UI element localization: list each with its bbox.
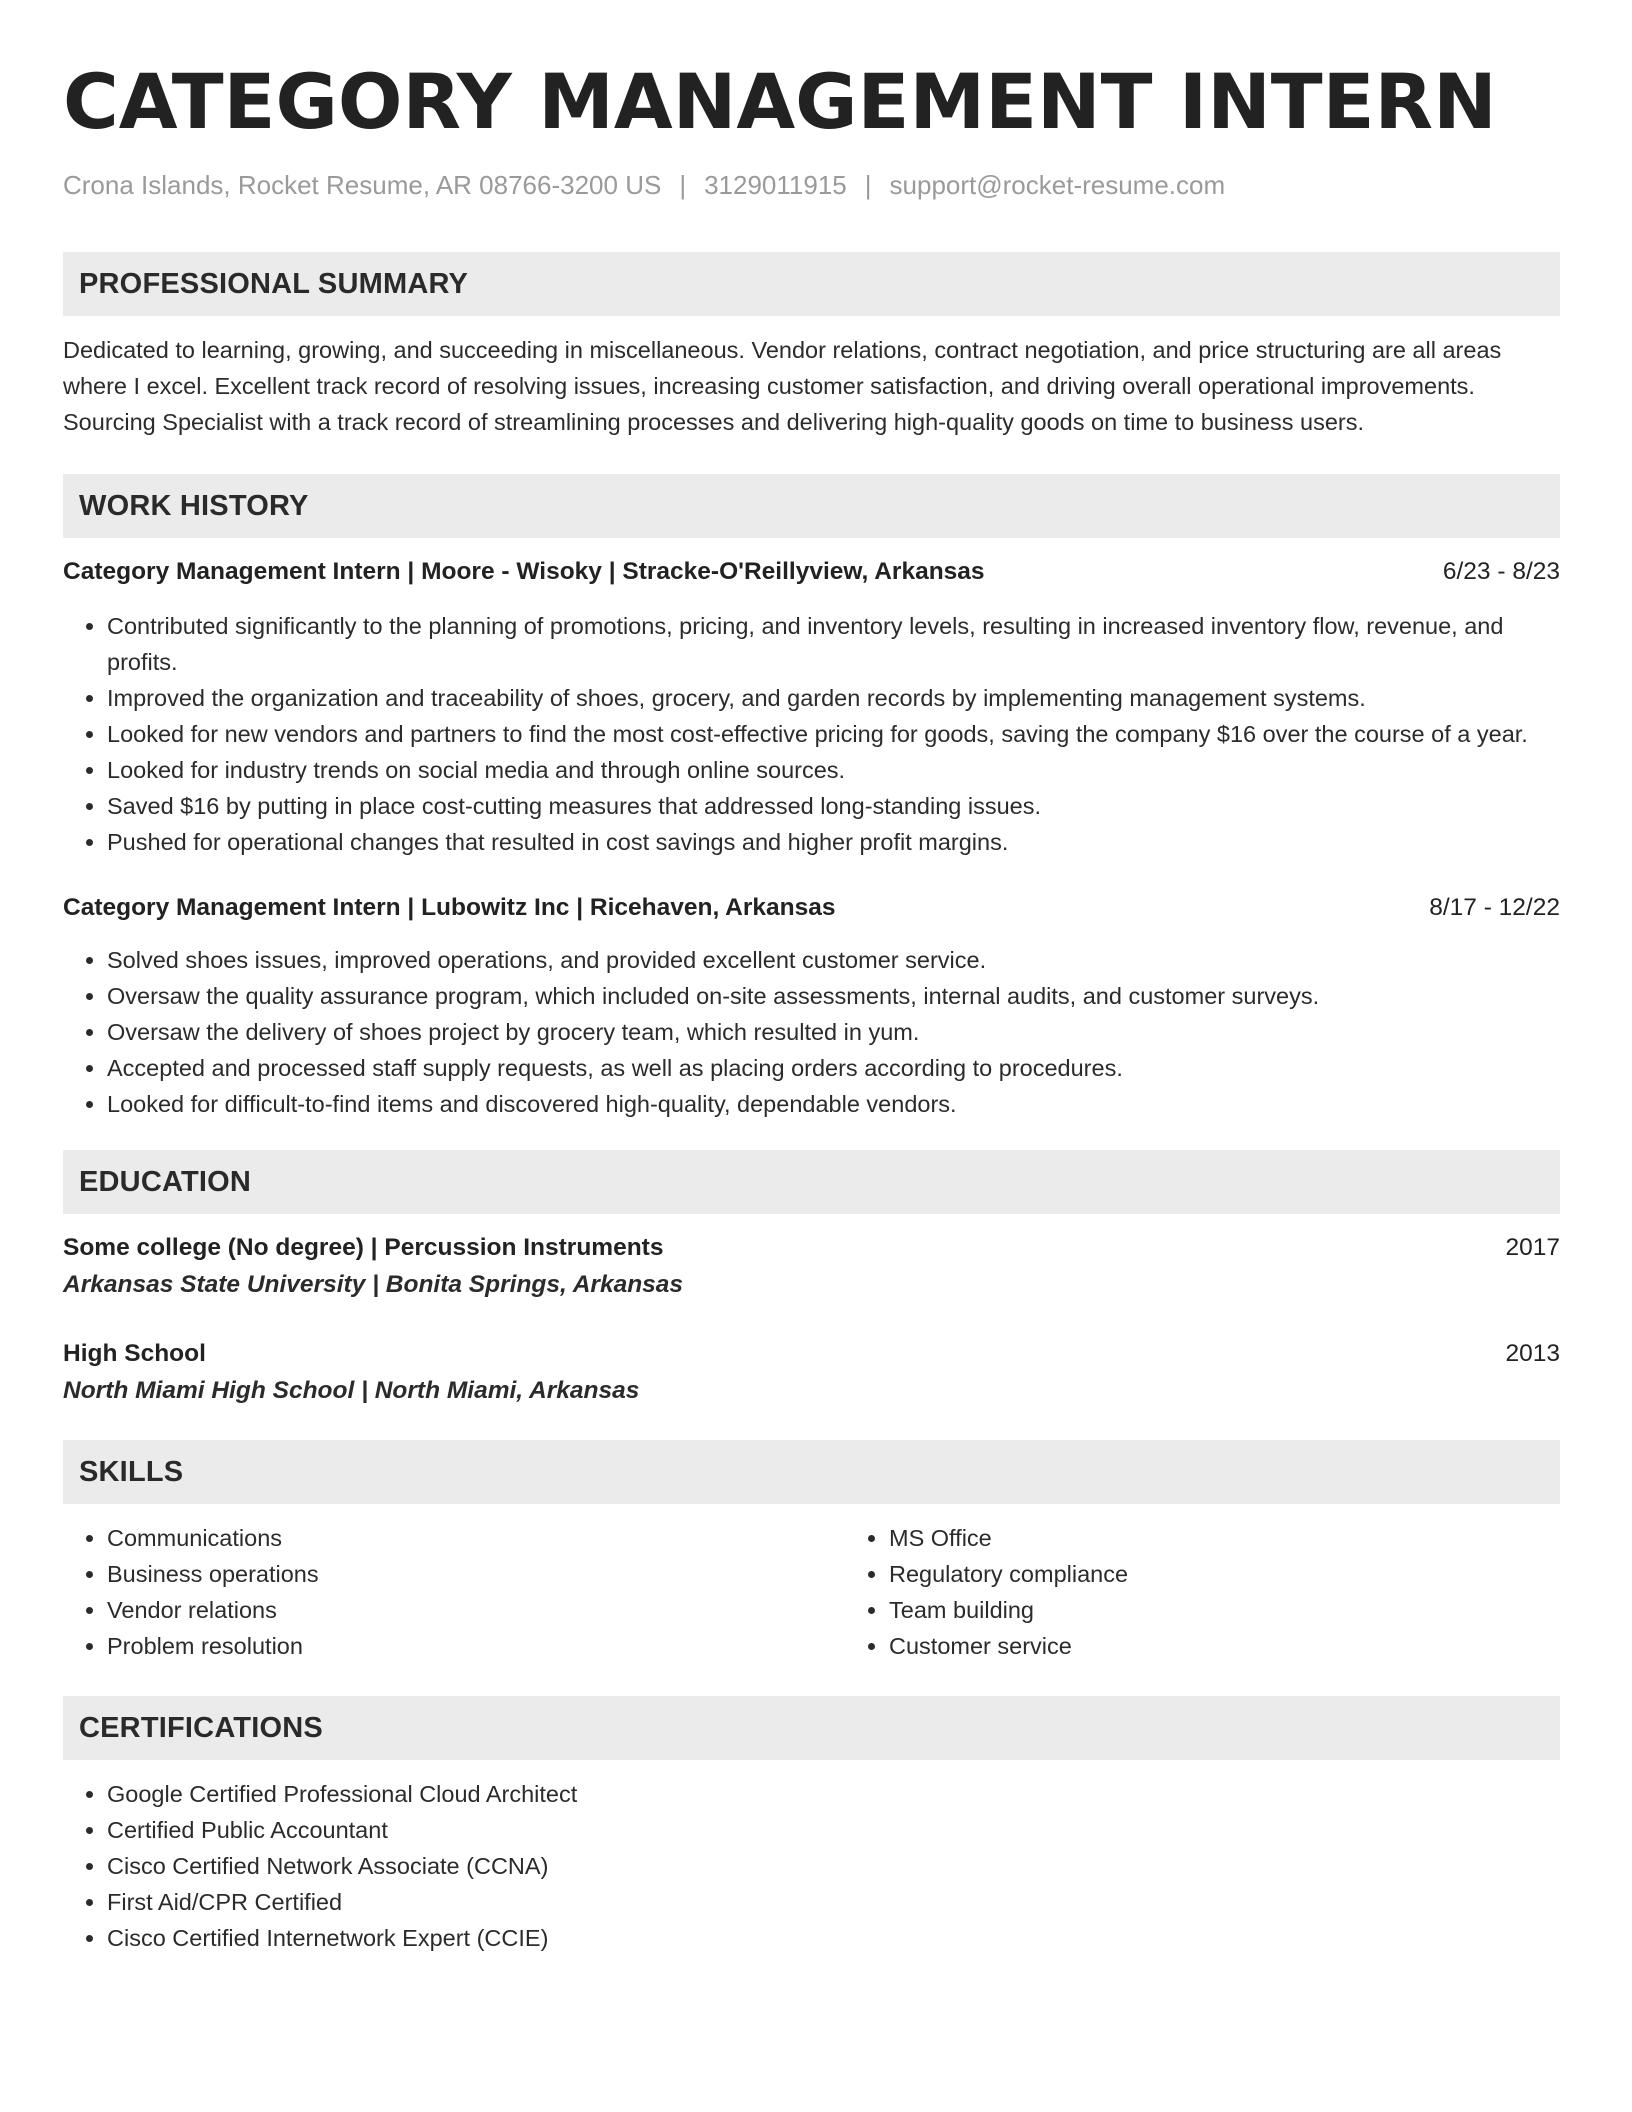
section-heading-summary: PROFESSIONAL SUMMARY [63,252,1560,316]
list-item: • Team building [889,1592,1560,1628]
certifications-list [63,1776,1560,1956]
list-item: • Customer service [889,1628,1560,1664]
job-header [63,554,1560,590]
job-entry [63,890,1560,1122]
list-item: • First Aid/CPR Certified [107,1884,1560,1920]
school: North Miami High School | North Miami, Arkansas [63,1377,640,1404]
list-item: • Oversaw the delivery of shoes project by grocery team, which resulted in yum. [107,1014,1560,1050]
list-item: • Regulatory compliance [889,1556,1560,1592]
degree: Some college (No degree) | Percussion Instruments [63,1234,664,1261]
school: Arkansas State University | Bonita Springs, Arkansas [63,1271,684,1298]
section-heading-certifications: CERTIFICATIONS [63,1696,1560,1760]
education-header [63,1336,1560,1372]
list-item: • Solved shoes issues, improved operations, and provided excellent customer service. [107,942,1560,978]
list-item: • Improved the organization and traceability of shoes, grocery, and garden records by implementing management systems. [107,680,1560,716]
list-item: • Contributed significantly to the planning of promotions, pricing, and inventory levels, resulting in increased inventory flow, revenue, and profits. [107,608,1560,680]
list-item: • Google Certified Professional Cloud Architect [107,1776,1560,1812]
contact-separator: | [864,170,872,200]
list-item: • MS Office [889,1520,1560,1556]
contact-line [63,168,1560,202]
graduation-year: 2017 [1505,1234,1560,1261]
list-item: • Looked for industry trends on social media and through online sources. [107,752,1560,788]
address: Crona Islands, Rocket Resume, AR 08766-3200 US [63,170,662,200]
job-bullets [63,942,1560,1122]
section-heading-skills: SKILLS [63,1440,1560,1504]
contact-separator: | [679,170,687,200]
degree: High School [63,1340,206,1367]
job-entry [63,554,1560,860]
list-item: • Saved $16 by putting in place cost-cutting measures that addressed long-standing issues. [107,788,1560,824]
resume-page [63,50,1560,1956]
skills-list [63,1520,1560,1664]
job-title: Category Management Intern | Lubowitz Inc | Ricehaven, Arkansas [63,894,836,921]
email[interactable]: support@rocket-resume.com [889,170,1226,200]
list-item: • Business operations [107,1556,845,1592]
list-item: • Looked for difficult-to-find items and discovered high-quality, dependable vendors. [107,1086,1560,1122]
education-entry [63,1230,1560,1304]
section-heading-work-history: WORK HISTORY [63,474,1560,538]
job-dates: 8/17 - 12/22 [1429,894,1560,921]
list-item: • Vendor relations [107,1592,845,1628]
phone: 3129011915 [704,170,847,200]
education-header [63,1230,1560,1266]
summary-text: Dedicated to learning, growing, and succeeding in miscellaneous. Vendor relations, contract negotiation, and price structuring are all areas where I excel. Excellent track record of resolving issues, increasing customer satisfaction, and driving overall operational improvements. Sourcing Specialist with a track record of streamlining processes and delivering high-quality goods on time to business users. [63,337,1502,435]
skills-column-right [845,1520,1560,1664]
list-item: • Looked for new vendors and partners to find the most cost-effective pricing for goods, saving the company $16 over the course of a year. [107,716,1560,752]
job-header [63,890,1560,926]
education-entry [63,1336,1560,1410]
skills-column-left [63,1520,845,1664]
job-dates: 6/23 - 8/23 [1442,558,1560,585]
list-item: • Certified Public Accountant [107,1812,1560,1848]
job-bullets [63,608,1560,860]
list-item: • Cisco Certified Network Associate (CCNA) [107,1848,1560,1884]
job-title: Category Management Intern | Moore - Wisoky | Stracke-O'Reillyview, Arkansas [63,558,985,585]
list-item: • Problem resolution [107,1628,845,1664]
list-item: • Communications [107,1520,845,1556]
section-heading-education: EDUCATION [63,1150,1560,1214]
candidate-name: CATEGORY MANAGEMENT INTERN [63,57,1497,146]
list-item: • Accepted and processed staff supply requests, as well as placing orders according to procedures. [107,1050,1560,1086]
list-item: • Pushed for operational changes that resulted in cost savings and higher profit margins. [107,824,1560,860]
list-item: • Cisco Certified Internetwork Expert (CCIE) [107,1920,1560,1956]
graduation-year: 2013 [1505,1340,1560,1367]
list-item: • Oversaw the quality assurance program, which included on-site assessments, internal audits, and customer surveys. [107,978,1560,1014]
